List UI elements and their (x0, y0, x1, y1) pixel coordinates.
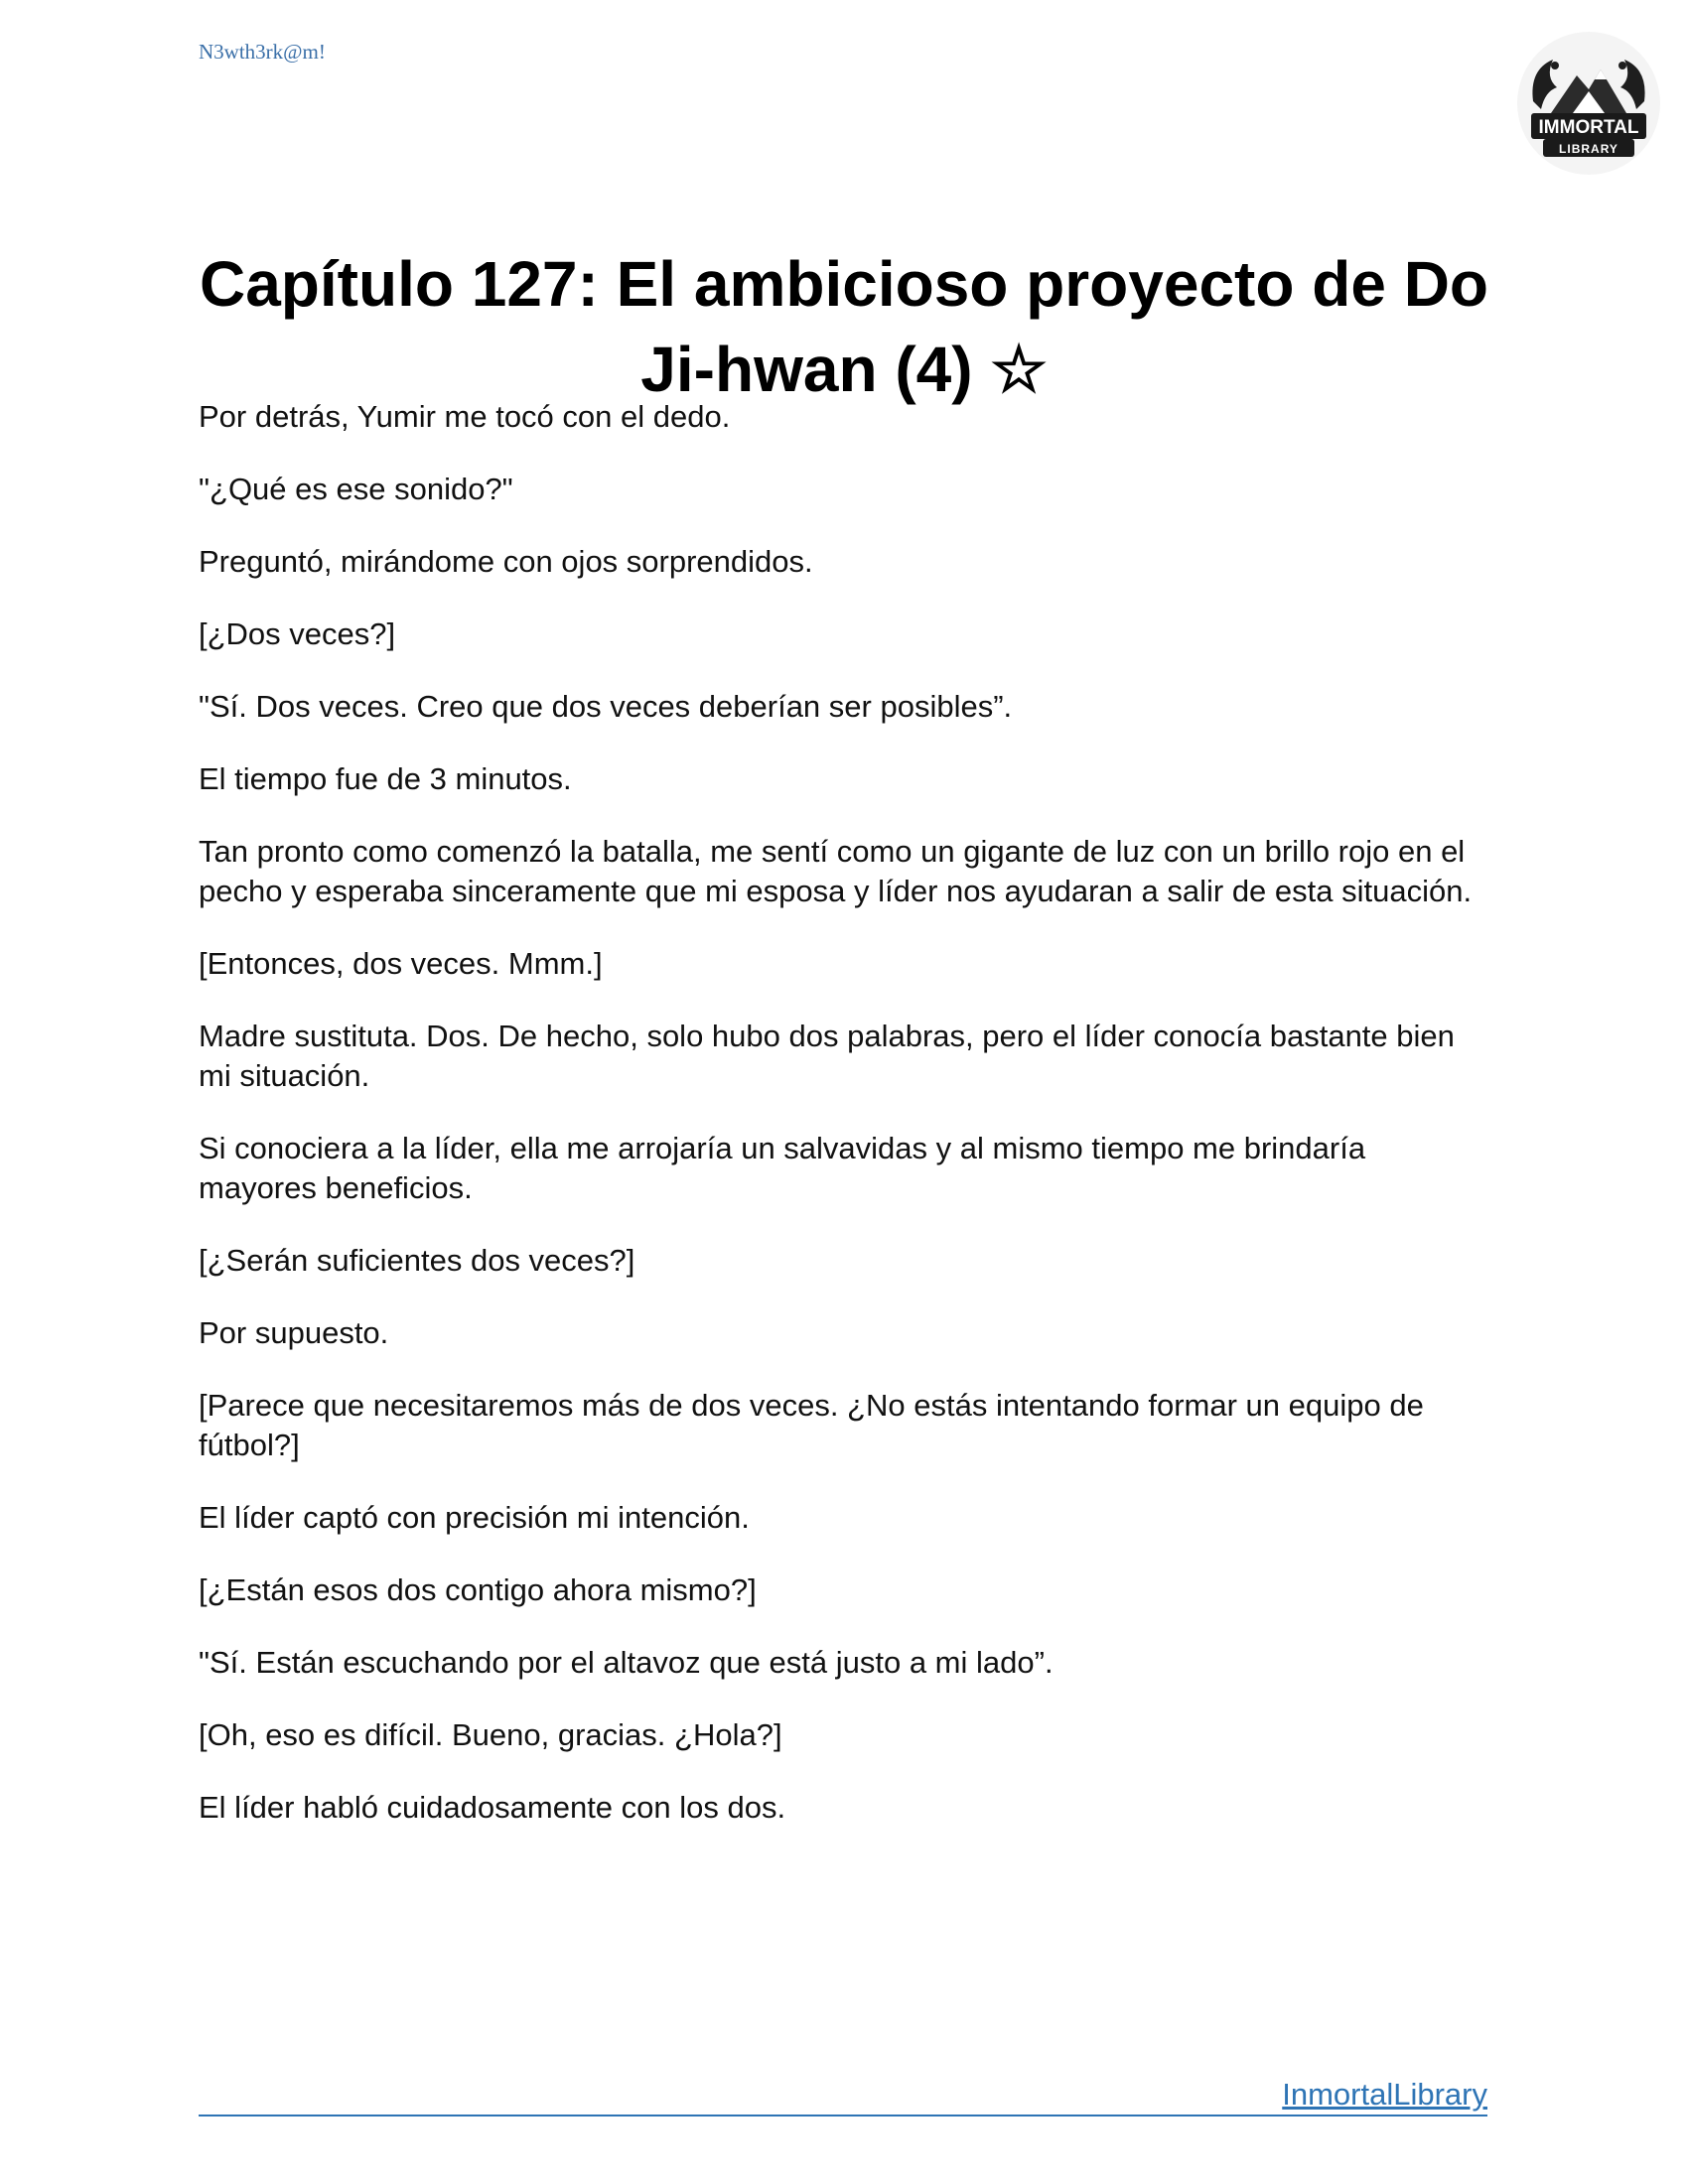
paragraph: [¿Dos veces?] (199, 616, 396, 651)
paragraph: El líder habló cuidadosamente con los dos. (199, 1790, 786, 1825)
paragraph: Por supuesto. (199, 1315, 389, 1350)
paragraph: "Sí. Están escuchando por el altavoz que está justo a mi lado”. (199, 1645, 1054, 1680)
paragraph: Preguntó, mirándome con ojos sorprendidos. (199, 544, 813, 579)
paragraph: El líder captó con precisión mi intención. (199, 1500, 750, 1535)
paragraph: [Entonces, dos veces. Mmm.] (199, 946, 603, 981)
paragraph: [¿Están esos dos contigo ahora mismo?] (199, 1572, 757, 1607)
logo-line-2: LIBRARY (1559, 142, 1618, 156)
immortal-library-logo-icon (1515, 30, 1662, 177)
paragraph: "¿Qué es ese sonido?" (199, 472, 513, 506)
chapter-body (199, 397, 1489, 1860)
logo-line-1: IMMORTAL (1538, 117, 1639, 138)
paragraph: El tiempo fue de 3 minutos. (199, 761, 572, 796)
paragraph: Si conociera a la líder, ella me arrojaría un salvavidas y al mismo tiempo me brindaría mayores beneficios. (199, 1131, 1366, 1205)
chapter-title: Capítulo 127: El ambicioso proyecto de Do Ji-hwan (4) ☆ (199, 247, 1489, 405)
paragraph: Por detrás, Yumir me tocó con el dedo. (199, 399, 731, 434)
paragraph: "Sí. Dos veces. Creo que dos veces deberían ser posibles”. (199, 689, 1013, 724)
paragraph: Madre sustituta. Dos. De hecho, solo hubo dos palabras, pero el líder conocía bastante bien mi situación. (199, 1019, 1455, 1093)
paragraph: [Oh, eso es difícil. Bueno, gracias. ¿Hola?] (199, 1717, 782, 1752)
footer-link-inmortal-library[interactable]: InmortalLibrary (1282, 2077, 1487, 2112)
paragraph: [Parece que necesitaremos más de dos veces. ¿No estás intentando formar un equipo de fútbol?] (199, 1388, 1424, 1462)
paragraph: [¿Serán suficientes dos veces?] (199, 1243, 635, 1278)
footer-divider (199, 2115, 1487, 2116)
watermark-text: N3wth3rk@m! (199, 40, 326, 64)
paragraph: Tan pronto como comenzó la batalla, me sentí como un gigante de luz con un brillo rojo en el pecho y esperaba sinceramente que mi esposa y líder nos ayudaran a salir de esta situación. (199, 834, 1473, 908)
